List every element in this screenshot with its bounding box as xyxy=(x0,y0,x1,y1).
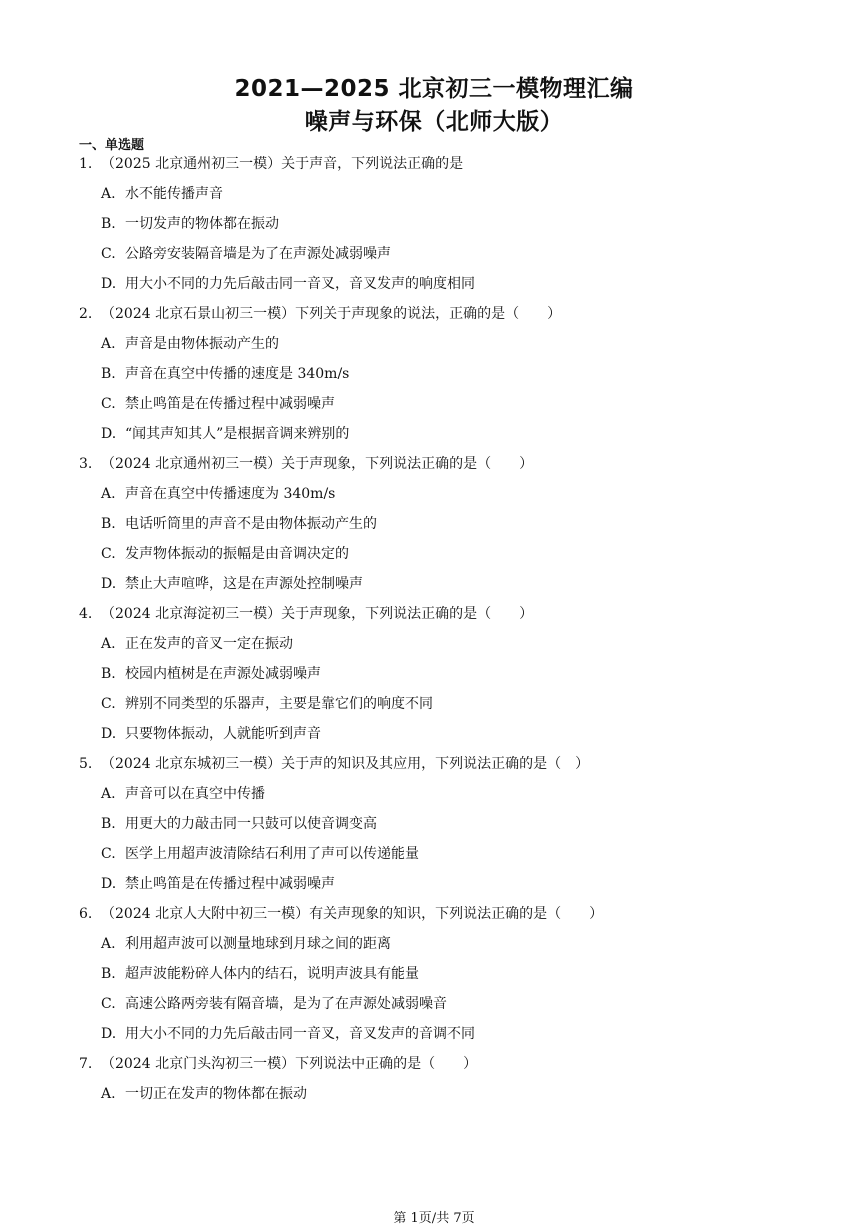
option-text: 电话听筒里的声音不是由物体振动产生的 xyxy=(125,516,377,532)
option-letter: C. xyxy=(101,546,116,562)
question-text: （2025 北京通州初三一模）关于声音，下列说法正确的是 xyxy=(101,156,464,172)
option-text: 一切正在发声的物体都在振动 xyxy=(125,1086,307,1102)
question-number: 3. xyxy=(79,456,93,472)
option-text: 禁止大声喧哗，这是在声源处控制噪声 xyxy=(125,576,363,592)
title-line-2: 噪声与环保（北师大版） xyxy=(304,109,564,135)
option-4-d xyxy=(101,725,321,743)
option-letter: A. xyxy=(101,936,116,952)
option-3-a xyxy=(101,485,335,503)
option-2-c xyxy=(101,395,335,413)
option-6-d xyxy=(101,1025,475,1043)
option-text: 利用超声波可以测量地球到月球之间的距离 xyxy=(125,936,391,952)
option-1-a xyxy=(101,185,223,203)
option-4-b xyxy=(101,665,321,683)
question-number: 7. xyxy=(79,1056,93,1072)
option-letter: B. xyxy=(101,216,116,232)
option-letter: B. xyxy=(101,816,116,832)
option-2-d xyxy=(101,425,349,443)
option-text: 用大小不同的力先后敲击同一音叉，音叉发声的音调不同 xyxy=(125,1026,475,1042)
option-text: “闻其声知其人”是根据音调来辨别的 xyxy=(125,426,350,442)
option-letter: C. xyxy=(101,246,116,262)
option-letter: A. xyxy=(101,1086,116,1102)
option-text: 只要物体振动，人就能听到声音 xyxy=(125,726,321,742)
question-text: （2024 北京东城初三一模）关于声的知识及其应用，下列说法正确的是（ ） xyxy=(101,756,590,772)
question-7 xyxy=(79,1055,477,1073)
option-4-c xyxy=(101,695,433,713)
question-text: （2024 北京通州初三一模）关于声现象，下列说法正确的是（ ） xyxy=(101,456,534,472)
option-2-b xyxy=(101,365,349,383)
option-text: 禁止鸣笛是在传播过程中减弱噪声 xyxy=(125,876,335,892)
question-2 xyxy=(79,305,561,323)
option-text: 公路旁安装隔音墙是为了在声源处减弱噪声 xyxy=(125,246,391,262)
option-letter: D. xyxy=(101,726,117,742)
option-letter: D. xyxy=(101,426,117,442)
option-letter: B. xyxy=(101,966,116,982)
option-text: 辨别不同类型的乐器声，主要是靠它们的响度不同 xyxy=(125,696,433,712)
option-letter: A. xyxy=(101,636,116,652)
question-number: 2. xyxy=(79,306,93,322)
option-3-b xyxy=(101,515,377,533)
question-number: 1. xyxy=(79,156,93,172)
option-letter: D. xyxy=(101,1026,117,1042)
page-footer: 第 1页/共 7页 xyxy=(393,1211,475,1226)
question-text: （2024 北京人大附中初三一模）有关声现象的知识，下列说法正确的是（ ） xyxy=(101,906,604,922)
option-text: 声音可以在真空中传播 xyxy=(125,786,265,802)
option-letter: D. xyxy=(101,576,117,592)
option-2-a xyxy=(101,335,279,353)
option-letter: C. xyxy=(101,846,116,862)
option-text: 超声波能粉碎人体内的结石，说明声波具有能量 xyxy=(125,966,419,982)
option-5-b xyxy=(101,815,377,833)
option-text: 医学上用超声波清除结石利用了声可以传递能量 xyxy=(125,846,419,862)
option-4-a xyxy=(101,635,293,653)
option-1-b xyxy=(101,215,279,233)
option-5-d xyxy=(101,875,335,893)
question-text: （2024 北京海淀初三一模）关于声现象，下列说法正确的是（ ） xyxy=(101,606,534,622)
option-3-d xyxy=(101,575,363,593)
option-text: 校园内植树是在声源处减弱噪声 xyxy=(125,666,321,682)
option-6-c xyxy=(101,995,447,1013)
option-text: 一切发声的物体都在振动 xyxy=(125,216,279,232)
option-text: 声音是由物体振动产生的 xyxy=(125,336,279,352)
option-text: 禁止鸣笛是在传播过程中减弱噪声 xyxy=(125,396,335,412)
option-text: 声音在真空中传播速度为 340m/s xyxy=(125,486,336,502)
question-5 xyxy=(79,755,589,773)
question-text: （2024 北京门头沟初三一模）下列说法中正确的是（ ） xyxy=(101,1056,478,1072)
option-5-c xyxy=(101,845,419,863)
option-3-c xyxy=(101,545,349,563)
option-7-a xyxy=(101,1085,307,1103)
title-line-1: 2021—2025 北京初三一模物理汇编 xyxy=(234,76,634,102)
option-letter: C. xyxy=(101,996,116,1012)
option-letter: C. xyxy=(101,396,116,412)
option-letter: A. xyxy=(101,336,116,352)
option-letter: A. xyxy=(101,186,116,202)
question-number: 5. xyxy=(79,756,93,772)
option-letter: D. xyxy=(101,276,117,292)
question-number: 4. xyxy=(79,606,93,622)
option-text: 正在发声的音叉一定在振动 xyxy=(125,636,293,652)
option-5-a xyxy=(101,785,265,803)
question-text: （2024 北京石景山初三一模）下列关于声现象的说法，正确的是（ ） xyxy=(101,306,562,322)
section-heading: 一、单选题 xyxy=(79,138,145,153)
option-letter: B. xyxy=(101,366,116,382)
option-text: 高速公路两旁装有隔音墙，是为了在声源处减弱噪音 xyxy=(125,996,447,1012)
option-letter: B. xyxy=(101,666,116,682)
option-letter: D. xyxy=(101,876,117,892)
option-6-b xyxy=(101,965,419,983)
option-letter: A. xyxy=(101,786,116,802)
option-letter: C. xyxy=(101,696,116,712)
option-1-d xyxy=(101,275,475,293)
option-text: 发声物体振动的振幅是由音调决定的 xyxy=(125,546,349,562)
option-text: 声音在真空中传播的速度是 340m/s xyxy=(125,366,350,382)
option-letter: B. xyxy=(101,516,116,532)
option-text: 用更大的力敲击同一只鼓可以使音调变高 xyxy=(125,816,377,832)
option-text: 水不能传播声音 xyxy=(125,186,223,202)
question-6 xyxy=(79,905,603,923)
question-4 xyxy=(79,605,533,623)
question-1 xyxy=(79,155,463,173)
question-number: 6. xyxy=(79,906,93,922)
option-6-a xyxy=(101,935,391,953)
option-text: 用大小不同的力先后敲击同一音叉，音叉发声的响度相同 xyxy=(125,276,475,292)
option-1-c xyxy=(101,245,391,263)
option-letter: A. xyxy=(101,486,116,502)
question-3 xyxy=(79,455,533,473)
